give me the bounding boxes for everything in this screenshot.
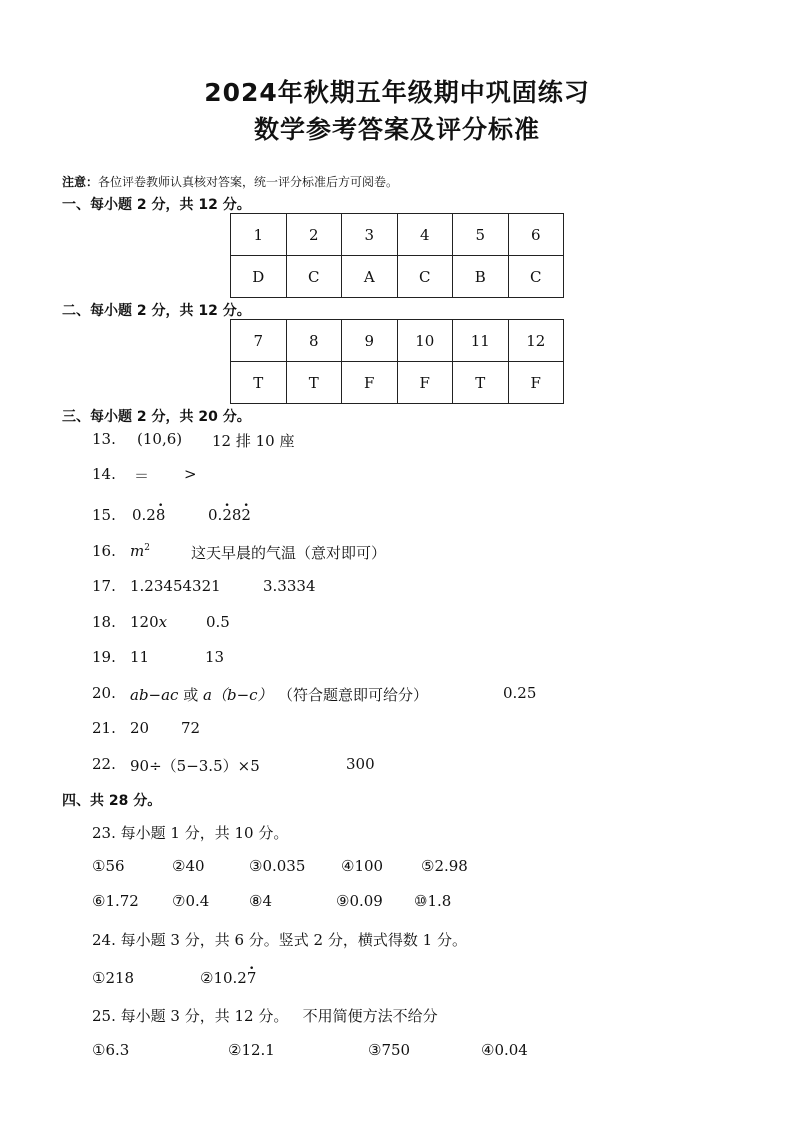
question-number: 10: [397, 320, 453, 362]
answer-b: 300: [346, 755, 375, 773]
answer-table-1: [230, 213, 564, 298]
table-row: [231, 214, 564, 256]
answer-item: [200, 969, 256, 987]
answer-b: >: [184, 465, 197, 483]
answer-a: [130, 613, 167, 631]
answer-item: ④100: [341, 857, 384, 875]
answer-a: 90÷（5−3.5）×5: [130, 757, 260, 775]
page-subtitle: 数学参考答案及评分标准: [253, 115, 540, 144]
answer-a: [130, 684, 273, 705]
question-number: 4: [397, 214, 453, 256]
question-number: 11: [453, 320, 509, 362]
question-number: 12: [508, 320, 564, 362]
question-number: 8: [286, 320, 342, 362]
question-number: 3: [342, 214, 398, 256]
section-4-heading: 四、共 28 分。: [62, 793, 162, 809]
variable: a: [203, 686, 212, 704]
table-row: [231, 320, 564, 362]
question-number: 19.: [92, 648, 116, 666]
q23-heading: 23. 每小题 1 分，共 10 分。: [92, 824, 289, 842]
expression: ab−ac: [130, 686, 179, 704]
answer-a: 20: [130, 719, 150, 737]
q25-row: [92, 1041, 528, 1131]
question-number: 2: [286, 214, 342, 256]
repeating-digit: . 8: [156, 506, 166, 524]
answer-b: 0.5: [206, 613, 230, 631]
digits: 0.: [208, 506, 223, 524]
digits: ②10.2: [200, 969, 247, 987]
answer-cell: F: [342, 362, 398, 404]
question-number: 13.: [92, 430, 116, 448]
or-word: 或: [178, 686, 204, 704]
coefficient: 120: [130, 613, 159, 631]
digits: 0.2: [132, 506, 156, 524]
unit-exponent: 2: [144, 543, 150, 553]
answer-item: ④0.04: [481, 1041, 528, 1059]
answer-a: ＝: [134, 467, 150, 485]
answer-item: ⑧4: [249, 892, 272, 910]
answer-cell: C: [286, 256, 342, 298]
question-number: 22.: [92, 755, 116, 773]
answer-b: [208, 506, 251, 524]
answer-note: （符合题意即可给分）: [278, 686, 429, 704]
answer-item: ①6.3: [92, 1041, 130, 1059]
section-3-heading: 三、每小题 2 分，共 20 分。: [62, 409, 251, 425]
answer-cell: T: [453, 362, 509, 404]
question-number: 21.: [92, 719, 116, 737]
repeating-digit: . 2: [241, 506, 251, 524]
answer-b: 13: [205, 648, 225, 666]
answer-item: ③750: [368, 1041, 411, 1059]
repeating-digit: . 2: [222, 506, 232, 524]
grading-note: [62, 173, 398, 190]
question-number: 14.: [92, 465, 116, 483]
answer-item: ①56: [92, 857, 125, 875]
answer-c: 0.25: [503, 684, 537, 702]
answer-cell: F: [397, 362, 453, 404]
unit-variable: m: [130, 542, 145, 560]
question-number: 6: [508, 214, 564, 256]
answer-item: ③0.035: [249, 857, 306, 875]
table-row: [231, 256, 564, 298]
question-number: 1: [231, 214, 287, 256]
question-number: 16.: [92, 542, 116, 560]
digits: 8: [231, 506, 242, 524]
question-number: 9: [342, 320, 398, 362]
answer-cell: F: [508, 362, 564, 404]
question-number: 5: [453, 214, 509, 256]
answer-item: ⑤2.98: [421, 857, 468, 875]
q25-heading: 25. 每小题 3 分，共 12 分。 不用简便方法不给分: [92, 1007, 438, 1025]
answer-item: ②40: [172, 857, 205, 875]
answer-a: 11: [130, 648, 150, 666]
answer-b: 这天早晨的气温（意对即可）: [191, 544, 387, 562]
answer-cell: T: [231, 362, 287, 404]
answer-a: [130, 542, 150, 560]
answer-a: (10,6): [137, 430, 183, 448]
answer-item: ②12.1: [228, 1041, 275, 1059]
answer-item: ⑩1.8: [414, 892, 452, 910]
page-title: 2024年秋期五年级期中巩固练习: [204, 78, 590, 107]
answer-item: ⑨0.09: [336, 892, 383, 910]
answer-item: ①218: [92, 969, 135, 987]
question-number: 17.: [92, 577, 116, 595]
question-number: 18.: [92, 613, 116, 631]
answer-b: 72: [181, 719, 201, 737]
note-label: 注意：: [62, 175, 99, 189]
question-number: 20.: [92, 684, 116, 702]
answer-item: ⑦0.4: [172, 892, 210, 910]
q24-heading: 24. 每小题 3 分，共 6 分。竖式 2 分，横式得数 1 分。: [92, 931, 467, 949]
section-2-heading: 二、每小题 2 分，共 12 分。: [62, 303, 251, 319]
answer-cell: B: [453, 256, 509, 298]
answer-b: 3.3334: [263, 577, 316, 595]
answer-cell: C: [397, 256, 453, 298]
variable: x: [158, 613, 168, 631]
answer-cell: T: [286, 362, 342, 404]
answer-cell: C: [508, 256, 564, 298]
answer-a: [132, 506, 165, 524]
question-number: 7: [231, 320, 287, 362]
answer-cell: D: [231, 256, 287, 298]
answer-cell: A: [342, 256, 398, 298]
note-text: 各位评卷教师认真核对答案，统一评分标准后方可阅卷。: [98, 175, 399, 189]
answer-b: 12 排 10 座: [212, 432, 295, 450]
table-row: [231, 362, 564, 404]
repeating-digit: . 7: [247, 969, 257, 987]
expression: （b−c）: [211, 686, 273, 704]
answer-a: 1.23454321: [130, 577, 221, 595]
section-1-heading: 一、每小题 2 分，共 12 分。: [62, 197, 251, 213]
answer-item: ⑥1.72: [92, 892, 139, 910]
answer-table-2: [230, 319, 564, 404]
question-number: 15.: [92, 506, 116, 524]
